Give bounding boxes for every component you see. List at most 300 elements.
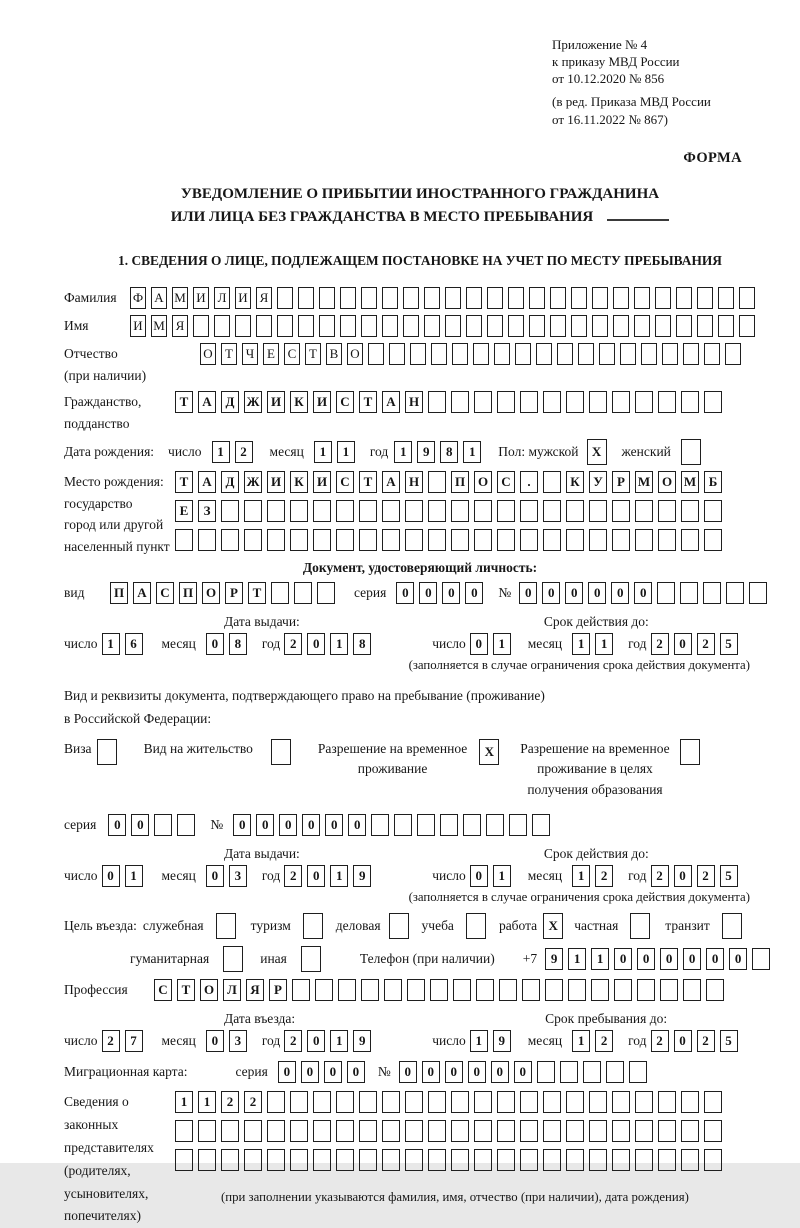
char-cell[interactable] (499, 979, 517, 1001)
char-cell[interactable]: 1 (493, 865, 511, 887)
char-cell[interactable] (361, 979, 379, 1001)
char-cell[interactable] (718, 287, 734, 309)
char-cell[interactable] (428, 1149, 446, 1171)
char-cell[interactable] (445, 287, 461, 309)
char-cell[interactable] (676, 315, 692, 337)
char-cell[interactable]: 2 (595, 1030, 613, 1052)
char-cell[interactable]: 2 (595, 865, 613, 887)
char-cell[interactable] (635, 500, 653, 522)
char-cell[interactable] (361, 315, 377, 337)
char-cell[interactable] (681, 391, 699, 413)
char-cell[interactable] (658, 1120, 676, 1142)
char-cell[interactable] (589, 500, 607, 522)
char-cell[interactable] (592, 287, 608, 309)
char-cell[interactable] (97, 739, 117, 765)
char-cell[interactable] (466, 913, 486, 939)
char-cell[interactable] (359, 1120, 377, 1142)
char-cell[interactable] (403, 287, 419, 309)
char-cell[interactable] (557, 343, 573, 365)
char-cell[interactable]: 0 (468, 1061, 486, 1083)
char-cell[interactable] (382, 1149, 400, 1171)
char-cell[interactable] (440, 814, 458, 836)
char-cell[interactable]: 2 (284, 1030, 302, 1052)
char-cell[interactable] (641, 343, 657, 365)
char-cell[interactable] (290, 1091, 308, 1113)
char-cell[interactable]: В (326, 343, 342, 365)
char-cell[interactable]: Т (177, 979, 195, 1001)
char-cell[interactable] (683, 343, 699, 365)
char-cell[interactable] (613, 287, 629, 309)
char-cell[interactable] (474, 500, 492, 522)
char-cell[interactable]: 1 (330, 633, 348, 655)
char-cell[interactable] (290, 500, 308, 522)
char-cell[interactable]: М (635, 471, 653, 493)
char-cell[interactable] (536, 343, 552, 365)
char-cell[interactable]: 0 (674, 633, 692, 655)
char-cell[interactable] (389, 343, 405, 365)
char-cell[interactable] (681, 529, 699, 551)
char-cell[interactable] (303, 913, 323, 939)
char-cell[interactable]: X (543, 913, 563, 939)
char-cell[interactable]: Д (221, 391, 239, 413)
char-cell[interactable] (566, 1091, 584, 1113)
char-cell[interactable] (298, 287, 314, 309)
char-cell[interactable]: Я (256, 287, 272, 309)
char-cell[interactable]: С (336, 391, 354, 413)
char-cell[interactable] (749, 582, 767, 604)
char-cell[interactable] (752, 948, 770, 970)
char-cell[interactable] (221, 529, 239, 551)
char-cell[interactable]: П (110, 582, 128, 604)
char-cell[interactable]: И (267, 471, 285, 493)
char-cell[interactable] (543, 1120, 561, 1142)
char-cell[interactable] (680, 582, 698, 604)
char-cell[interactable] (235, 315, 251, 337)
char-cell[interactable] (697, 315, 713, 337)
char-cell[interactable]: И (193, 287, 209, 309)
char-cell[interactable]: О (200, 979, 218, 1001)
char-cell[interactable]: Я (246, 979, 264, 1001)
char-cell[interactable]: Е (175, 500, 193, 522)
char-cell[interactable] (313, 1120, 331, 1142)
char-cell[interactable] (566, 529, 584, 551)
char-cell[interactable]: Т (359, 391, 377, 413)
char-cell[interactable] (410, 343, 426, 365)
char-cell[interactable] (589, 1091, 607, 1113)
char-cell[interactable] (290, 529, 308, 551)
char-cell[interactable]: 2 (235, 441, 253, 463)
char-cell[interactable]: 1 (314, 441, 332, 463)
char-cell[interactable] (389, 913, 409, 939)
char-cell[interactable]: 1 (591, 948, 609, 970)
char-cell[interactable]: 9 (417, 441, 435, 463)
char-cell[interactable]: X (479, 739, 499, 765)
char-cell[interactable] (681, 1120, 699, 1142)
char-cell[interactable] (566, 1149, 584, 1171)
char-cell[interactable]: 0 (611, 582, 629, 604)
char-cell[interactable] (319, 315, 335, 337)
char-cell[interactable] (405, 1120, 423, 1142)
char-cell[interactable] (543, 1091, 561, 1113)
char-cell[interactable]: 0 (588, 582, 606, 604)
char-cell[interactable] (382, 500, 400, 522)
char-cell[interactable]: 0 (514, 1061, 532, 1083)
char-cell[interactable]: П (451, 471, 469, 493)
char-cell[interactable]: 0 (396, 582, 414, 604)
char-cell[interactable] (520, 1149, 538, 1171)
char-cell[interactable] (175, 1149, 193, 1171)
char-cell[interactable] (193, 315, 209, 337)
char-cell[interactable]: И (313, 391, 331, 413)
char-cell[interactable] (430, 979, 448, 1001)
char-cell[interactable] (336, 1149, 354, 1171)
char-cell[interactable] (658, 1149, 676, 1171)
char-cell[interactable] (417, 814, 435, 836)
char-cell[interactable] (634, 315, 650, 337)
char-cell[interactable] (336, 1120, 354, 1142)
char-cell[interactable] (681, 439, 701, 465)
char-cell[interactable] (466, 315, 482, 337)
char-cell[interactable] (451, 391, 469, 413)
char-cell[interactable]: 2 (697, 633, 715, 655)
char-cell[interactable]: М (172, 287, 188, 309)
char-cell[interactable]: 8 (440, 441, 458, 463)
char-cell[interactable] (537, 1061, 555, 1083)
char-cell[interactable]: 5 (720, 633, 738, 655)
char-cell[interactable] (428, 391, 446, 413)
char-cell[interactable]: 3 (229, 865, 247, 887)
char-cell[interactable]: 0 (325, 814, 343, 836)
char-cell[interactable] (543, 471, 561, 493)
char-cell[interactable]: 8 (229, 633, 247, 655)
char-cell[interactable] (497, 500, 515, 522)
char-cell[interactable] (474, 1120, 492, 1142)
char-cell[interactable] (520, 391, 538, 413)
char-cell[interactable]: И (130, 315, 146, 337)
char-cell[interactable] (451, 1091, 469, 1113)
char-cell[interactable]: С (336, 471, 354, 493)
char-cell[interactable] (371, 814, 389, 836)
char-cell[interactable]: 9 (545, 948, 563, 970)
char-cell[interactable]: 0 (348, 814, 366, 836)
char-cell[interactable] (428, 1091, 446, 1113)
char-cell[interactable]: Д (221, 471, 239, 493)
char-cell[interactable] (497, 1120, 515, 1142)
char-cell[interactable] (497, 1149, 515, 1171)
char-cell[interactable] (340, 315, 356, 337)
char-cell[interactable] (290, 1149, 308, 1171)
char-cell[interactable] (599, 343, 615, 365)
char-cell[interactable] (660, 979, 678, 1001)
char-cell[interactable]: 5 (720, 865, 738, 887)
char-cell[interactable] (722, 913, 742, 939)
char-cell[interactable] (338, 979, 356, 1001)
char-cell[interactable] (589, 1149, 607, 1171)
char-cell[interactable] (382, 529, 400, 551)
char-cell[interactable] (405, 1149, 423, 1171)
char-cell[interactable] (635, 529, 653, 551)
char-cell[interactable] (620, 343, 636, 365)
char-cell[interactable] (198, 529, 216, 551)
char-cell[interactable] (520, 1091, 538, 1113)
char-cell[interactable]: Р (225, 582, 243, 604)
char-cell[interactable] (520, 500, 538, 522)
char-cell[interactable] (361, 287, 377, 309)
char-cell[interactable] (718, 315, 734, 337)
char-cell[interactable] (612, 1149, 630, 1171)
char-cell[interactable] (428, 500, 446, 522)
char-cell[interactable]: 9 (493, 1030, 511, 1052)
char-cell[interactable] (336, 1091, 354, 1113)
char-cell[interactable]: 1 (572, 865, 590, 887)
char-cell[interactable] (359, 1091, 377, 1113)
char-cell[interactable] (635, 1149, 653, 1171)
char-cell[interactable]: 1 (568, 948, 586, 970)
char-cell[interactable]: 0 (399, 1061, 417, 1083)
char-cell[interactable] (382, 287, 398, 309)
char-cell[interactable]: Р (612, 471, 630, 493)
char-cell[interactable] (221, 1149, 239, 1171)
char-cell[interactable] (612, 1091, 630, 1113)
char-cell[interactable]: 7 (125, 1030, 143, 1052)
char-cell[interactable] (725, 343, 741, 365)
char-cell[interactable] (476, 979, 494, 1001)
char-cell[interactable] (655, 315, 671, 337)
char-cell[interactable] (583, 1061, 601, 1083)
char-cell[interactable] (486, 814, 504, 836)
char-cell[interactable] (368, 343, 384, 365)
char-cell[interactable] (223, 946, 243, 972)
char-cell[interactable] (313, 500, 331, 522)
char-cell[interactable]: 1 (175, 1091, 193, 1113)
char-cell[interactable] (681, 1149, 699, 1171)
char-cell[interactable]: 1 (470, 1030, 488, 1052)
char-cell[interactable] (466, 287, 482, 309)
char-cell[interactable] (463, 814, 481, 836)
char-cell[interactable] (545, 979, 563, 1001)
char-cell[interactable]: 2 (651, 865, 669, 887)
char-cell[interactable] (267, 1120, 285, 1142)
char-cell[interactable] (267, 529, 285, 551)
char-cell[interactable]: 0 (634, 582, 652, 604)
char-cell[interactable] (474, 391, 492, 413)
char-cell[interactable]: Т (248, 582, 266, 604)
char-cell[interactable]: М (151, 315, 167, 337)
char-cell[interactable] (683, 979, 701, 1001)
char-cell[interactable] (424, 315, 440, 337)
char-cell[interactable] (452, 343, 468, 365)
char-cell[interactable]: 0 (565, 582, 583, 604)
char-cell[interactable]: И (235, 287, 251, 309)
char-cell[interactable] (154, 814, 172, 836)
char-cell[interactable] (612, 529, 630, 551)
char-cell[interactable]: 2 (221, 1091, 239, 1113)
char-cell[interactable]: 0 (674, 1030, 692, 1052)
char-cell[interactable] (474, 1091, 492, 1113)
char-cell[interactable] (529, 287, 545, 309)
char-cell[interactable] (658, 500, 676, 522)
char-cell[interactable] (591, 979, 609, 1001)
char-cell[interactable] (473, 343, 489, 365)
char-cell[interactable] (451, 500, 469, 522)
char-cell[interactable]: 0 (422, 1061, 440, 1083)
char-cell[interactable]: И (267, 391, 285, 413)
char-cell[interactable] (313, 1091, 331, 1113)
char-cell[interactable] (359, 529, 377, 551)
char-cell[interactable]: 0 (102, 865, 120, 887)
char-cell[interactable] (175, 529, 193, 551)
char-cell[interactable]: Л (214, 287, 230, 309)
char-cell[interactable] (474, 1149, 492, 1171)
char-cell[interactable] (508, 315, 524, 337)
char-cell[interactable]: 0 (301, 1061, 319, 1083)
char-cell[interactable]: К (566, 471, 584, 493)
char-cell[interactable] (662, 343, 678, 365)
char-cell[interactable] (198, 1120, 216, 1142)
char-cell[interactable] (431, 343, 447, 365)
char-cell[interactable]: 2 (697, 865, 715, 887)
char-cell[interactable] (244, 500, 262, 522)
char-cell[interactable] (520, 529, 538, 551)
char-cell[interactable] (497, 391, 515, 413)
char-cell[interactable] (550, 315, 566, 337)
char-cell[interactable]: Я (172, 315, 188, 337)
char-cell[interactable] (658, 529, 676, 551)
char-cell[interactable] (704, 343, 720, 365)
char-cell[interactable] (676, 287, 692, 309)
char-cell[interactable] (550, 287, 566, 309)
char-cell[interactable] (704, 1149, 722, 1171)
char-cell[interactable]: 0 (302, 814, 320, 836)
char-cell[interactable] (497, 529, 515, 551)
char-cell[interactable]: А (198, 391, 216, 413)
char-cell[interactable]: 2 (284, 865, 302, 887)
char-cell[interactable]: З (198, 500, 216, 522)
char-cell[interactable] (658, 1091, 676, 1113)
char-cell[interactable] (612, 1120, 630, 1142)
char-cell[interactable]: Ж (244, 391, 262, 413)
char-cell[interactable]: А (198, 471, 216, 493)
char-cell[interactable]: Ч (242, 343, 258, 365)
char-cell[interactable] (405, 1091, 423, 1113)
char-cell[interactable]: 0 (279, 814, 297, 836)
char-cell[interactable] (704, 500, 722, 522)
char-cell[interactable]: 6 (125, 633, 143, 655)
char-cell[interactable]: 9 (353, 865, 371, 887)
char-cell[interactable] (424, 287, 440, 309)
char-cell[interactable] (359, 500, 377, 522)
char-cell[interactable]: X (587, 439, 607, 465)
char-cell[interactable] (657, 582, 675, 604)
char-cell[interactable]: 2 (244, 1091, 262, 1113)
char-cell[interactable]: О (347, 343, 363, 365)
char-cell[interactable]: 2 (651, 633, 669, 655)
char-cell[interactable] (634, 287, 650, 309)
char-cell[interactable] (256, 315, 272, 337)
char-cell[interactable] (589, 1120, 607, 1142)
char-cell[interactable] (474, 529, 492, 551)
char-cell[interactable]: П (179, 582, 197, 604)
char-cell[interactable]: 1 (330, 1030, 348, 1052)
char-cell[interactable]: 0 (542, 582, 560, 604)
char-cell[interactable]: Т (175, 471, 193, 493)
char-cell[interactable]: 9 (353, 1030, 371, 1052)
char-cell[interactable] (566, 500, 584, 522)
char-cell[interactable] (453, 979, 471, 1001)
char-cell[interactable]: 0 (278, 1061, 296, 1083)
char-cell[interactable] (294, 582, 312, 604)
char-cell[interactable] (571, 315, 587, 337)
char-cell[interactable] (592, 315, 608, 337)
char-cell[interactable] (612, 500, 630, 522)
char-cell[interactable] (681, 500, 699, 522)
char-cell[interactable] (451, 529, 469, 551)
char-cell[interactable]: И (313, 471, 331, 493)
char-cell[interactable] (543, 391, 561, 413)
char-cell[interactable] (589, 529, 607, 551)
char-cell[interactable] (704, 1120, 722, 1142)
char-cell[interactable] (655, 287, 671, 309)
char-cell[interactable] (726, 582, 744, 604)
char-cell[interactable] (271, 739, 291, 765)
char-cell[interactable]: 0 (683, 948, 701, 970)
char-cell[interactable]: Т (305, 343, 321, 365)
char-cell[interactable] (451, 1149, 469, 1171)
char-cell[interactable]: К (290, 391, 308, 413)
char-cell[interactable] (244, 529, 262, 551)
char-cell[interactable] (214, 315, 230, 337)
char-cell[interactable] (382, 1091, 400, 1113)
char-cell[interactable] (175, 1120, 193, 1142)
char-cell[interactable] (277, 287, 293, 309)
char-cell[interactable]: С (154, 979, 172, 1001)
char-cell[interactable] (292, 979, 310, 1001)
char-cell[interactable]: 1 (102, 633, 120, 655)
char-cell[interactable] (522, 979, 540, 1001)
char-cell[interactable] (277, 315, 293, 337)
char-cell[interactable] (428, 529, 446, 551)
char-cell[interactable]: 0 (233, 814, 251, 836)
char-cell[interactable] (244, 1120, 262, 1142)
char-cell[interactable] (267, 1091, 285, 1113)
char-cell[interactable]: 1 (198, 1091, 216, 1113)
char-cell[interactable]: 0 (614, 948, 632, 970)
char-cell[interactable] (315, 979, 333, 1001)
char-cell[interactable] (606, 1061, 624, 1083)
char-cell[interactable]: 0 (465, 582, 483, 604)
char-cell[interactable]: 0 (729, 948, 747, 970)
char-cell[interactable] (571, 287, 587, 309)
char-cell[interactable]: С (284, 343, 300, 365)
char-cell[interactable]: О (200, 343, 216, 365)
char-cell[interactable] (445, 315, 461, 337)
char-cell[interactable] (635, 391, 653, 413)
char-cell[interactable] (637, 979, 655, 1001)
char-cell[interactable] (560, 1061, 578, 1083)
char-cell[interactable] (244, 1149, 262, 1171)
char-cell[interactable] (382, 315, 398, 337)
char-cell[interactable] (405, 500, 423, 522)
char-cell[interactable]: Т (221, 343, 237, 365)
char-cell[interactable] (177, 814, 195, 836)
char-cell[interactable]: А (382, 471, 400, 493)
char-cell[interactable]: 2 (284, 633, 302, 655)
char-cell[interactable] (529, 315, 545, 337)
char-cell[interactable] (680, 739, 700, 765)
char-cell[interactable] (704, 391, 722, 413)
char-cell[interactable] (568, 979, 586, 1001)
char-cell[interactable] (706, 979, 724, 1001)
